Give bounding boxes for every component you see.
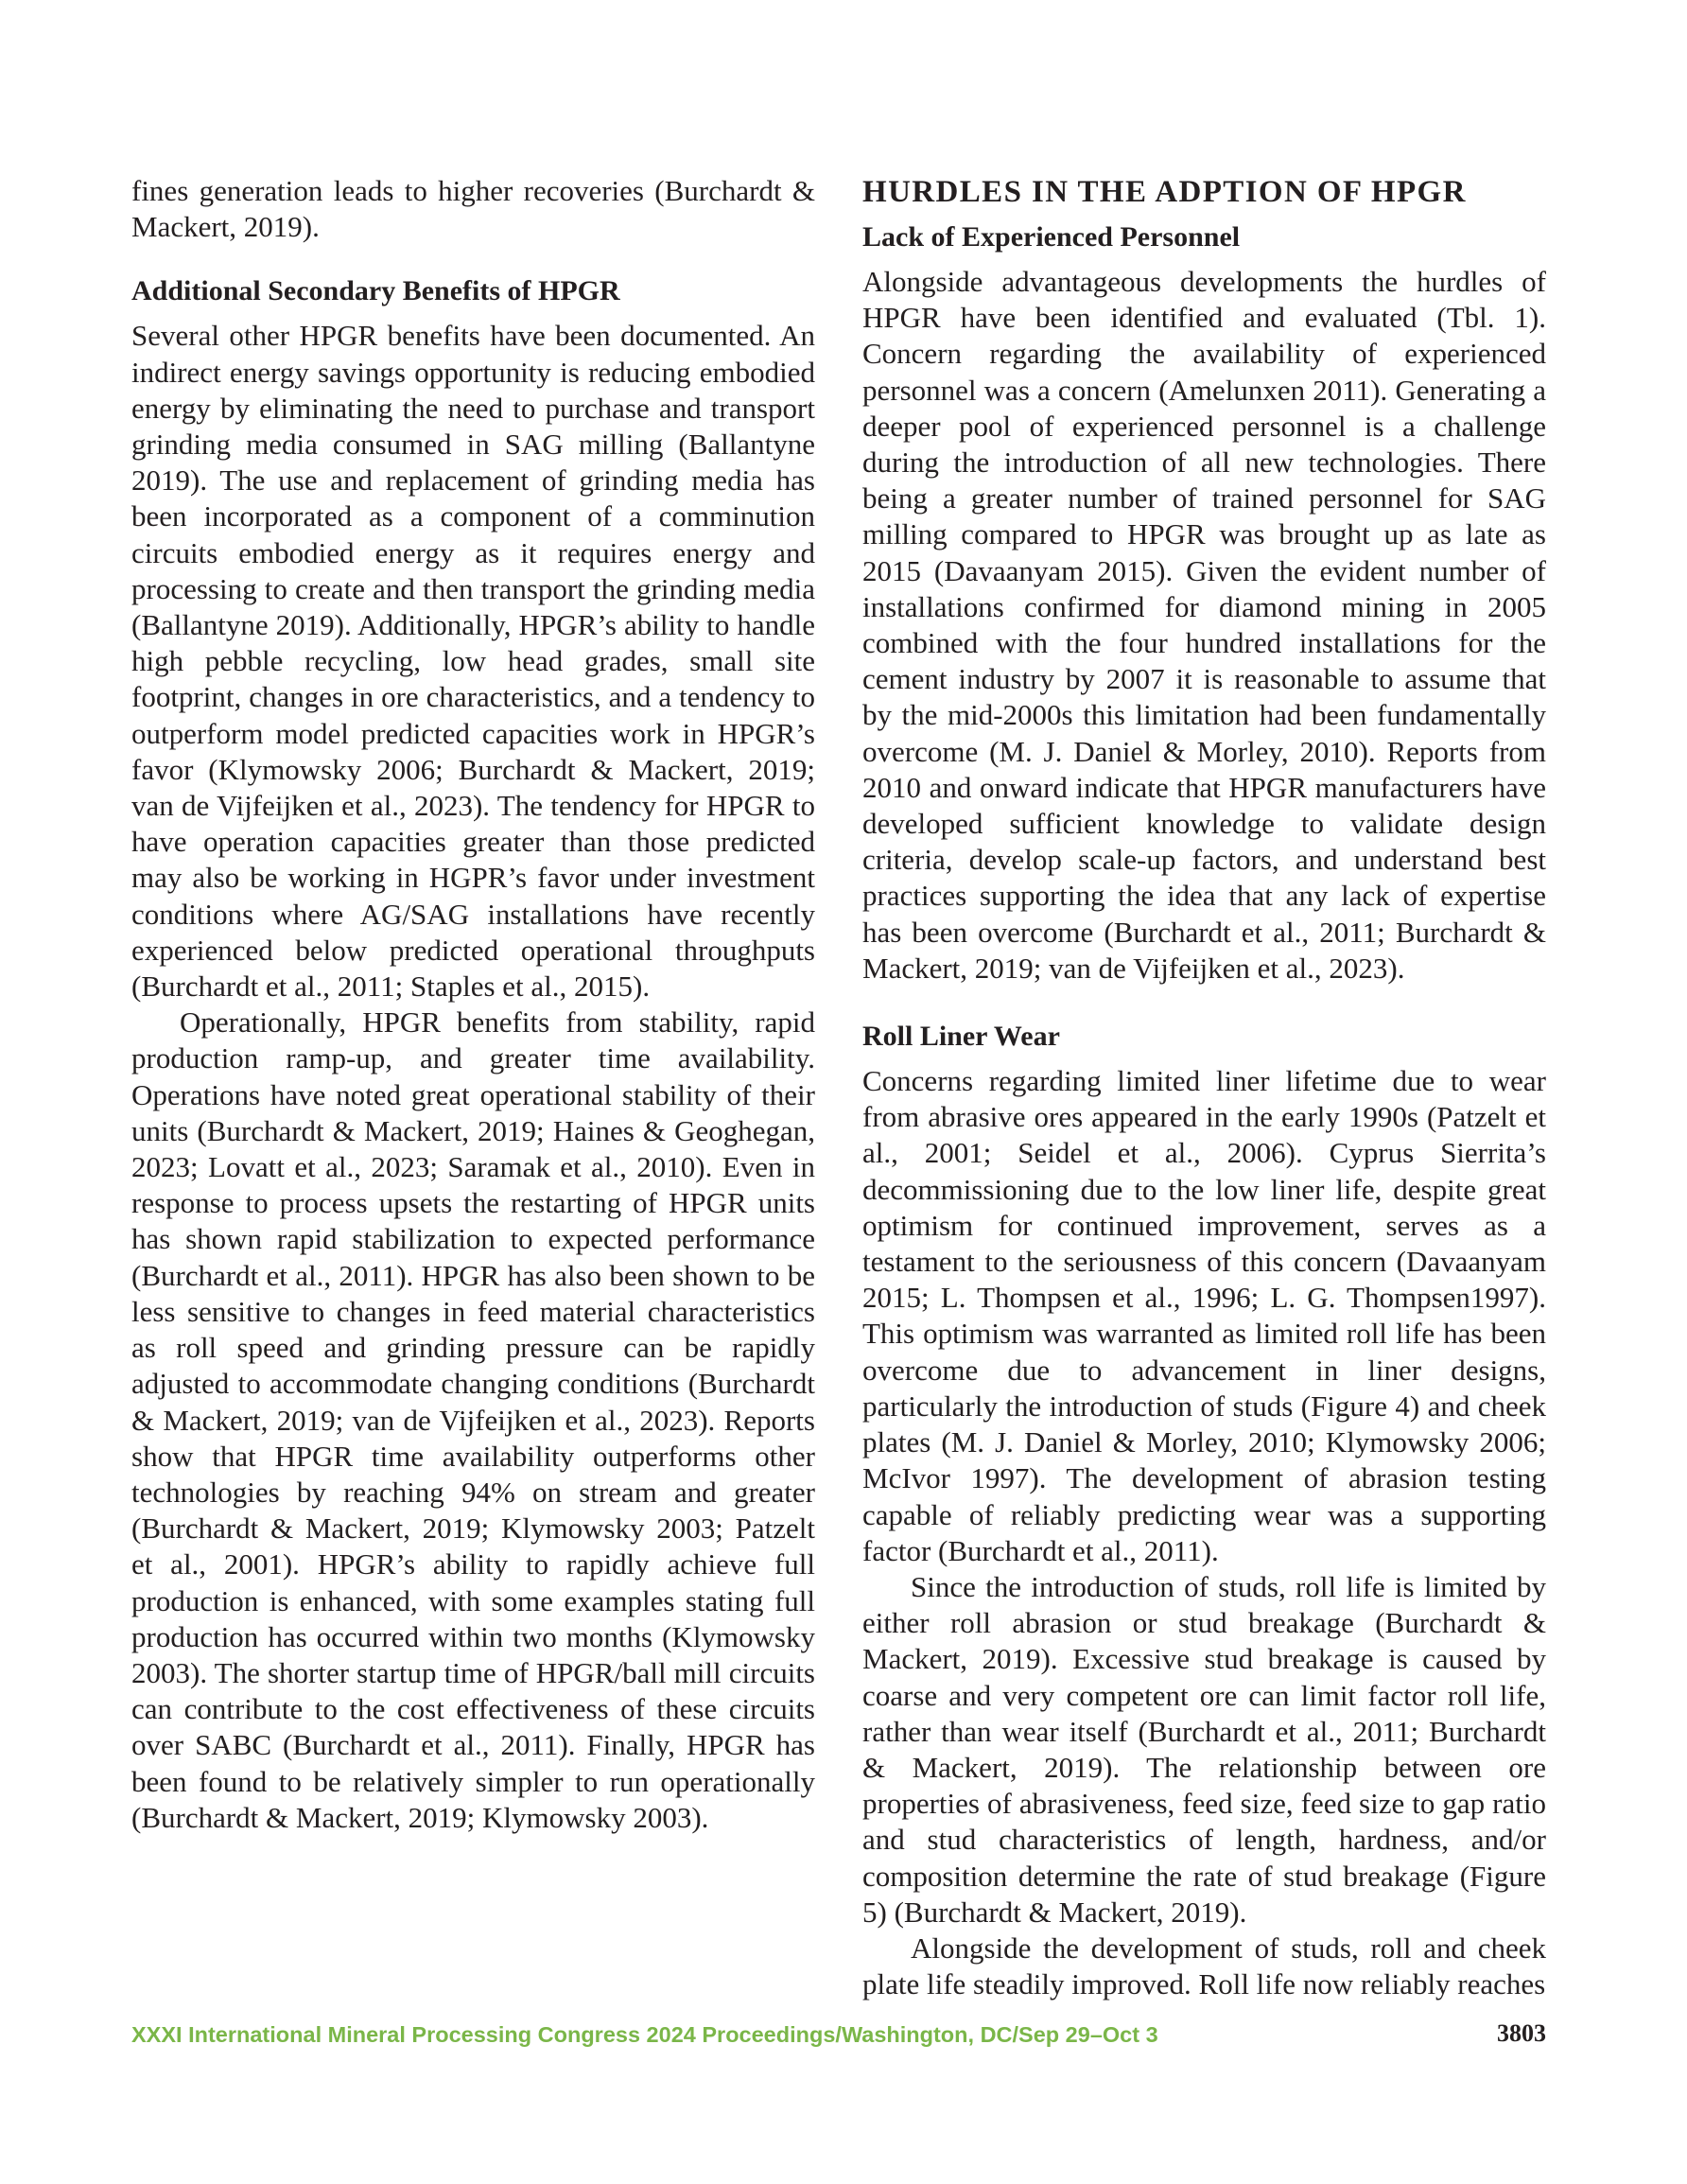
continuation-paragraph: fines generation leads to higher recoveries (Burchardt & Mackert, 2019). — [131, 174, 815, 244]
body-paragraph: Since the introduction of studs, roll life is limited by either roll abrasion or stud breakage (Burchardt & Mackert, 2019). Excessive stud breakage is caused by coarse and very competent ore can limit factor roll life, rather than wear itself (Burchardt et al., 2011; Burchardt & Mackert, 2019). The relationship between ore properties of abrasiveness, feed size, feed size to gap ratio and stud characteristics of length, hardness, and/or composition determine the rate of stud breakage (Figure 5) (Burchardt & Mackert, 2019). — [862, 1569, 1546, 1929]
body-paragraph: Several other HPGR benefits have been documented. An indirect energy savings opportunity is reducing embodied energy by eliminating the need to purchase and transport grinding media consumed in SAG milling (Ballantyne 2019). The use and replacement of grinding media has been incorporated as a component of a comminution circuits embodied energy as it requires energy and processing to create and then transport the grinding media (Ballantyne 2019). Additionally, HPGR’s ability to handle high pebble recycling, low head grades, small site footprint, changes in ore characteristics, and a tendency to outperform model predicted capacities work in HPGR’s favor (Klymowsky 2006; Burchardt & Mackert, 2019; van de Vijfeijken et al., 2023). The tendency for HPGR to have operation capacities greater than those predicted may also be working in HGPR’s favor under investment conditions where AG/SAG installations have recently experienced below predicted operational throughputs (Burchardt et al., 2011; Staples et al., 2015). — [131, 319, 815, 1004]
left-column — [131, 173, 815, 1836]
body-paragraph: Concerns regarding limited liner lifetime due to wear from abrasive ores appeared in the early 1990s (Patzelt et al., 2001; Seidel et al., 2006). Cyprus Sierrita’s decommissioning due to the low liner life, despite great optimism for continued improvement, serves as a testament to the seriousness of this concern (Davaanyam 2015; L. Thompsen et al., 1996; L. G. Thompsen1997). This optimism was warranted as limited roll life has been overcome due to advancement in liner designs, particularly the introduction of studs (Figure 4) and cheek plates (M. J. Daniel & Morley, 2010; Klymowsky 2006; McIvor 1997). The development of abrasion testing capable of reliably predicting wear was a supporting factor (Burchardt et al., 2011). — [862, 1064, 1546, 1567]
body-paragraph: Operationally, HPGR benefits from stability, rapid production ramp-up, and greater time availability. Operations have noted great operational stability of their units (Burchardt & Mackert, 2019; Haines & Geoghegan, 2023; Lovatt et al., 2023; Saramak et al., 2010). Even in response to process upsets the restarting of HPGR units has shown rapid stabilization to expected performance (Burchardt et al., 2011). HPGR has also been shown to be less sensitive to changes in feed material characteristics as roll speed and grinding pressure can be rapidly adjusted to accommodate changing conditions (Burchardt & Mackert, 2019; van de Vijfeijken et al., 2023). Reports show that HPGR time availability outperforms other technologies by reaching 94% on stream and greater (Burchardt & Mackert, 2019; Klymowsky 2003; Patzelt et al., 2001). HPGR’s ability to rapidly achieve full production is enhanced, with some examples stating full production has occurred within two months (Klymowsky 2003). The shorter startup time of HPGR/ball mill circuits can contribute to the cost effectiveness of these circuits over SABC (Burchardt et al., 2011). Finally, HPGR has been found to be relatively simpler to run operationally (Burchardt & Mackert, 2019; Klymowsky 2003). — [131, 1005, 815, 1834]
body-paragraph: Alongside the development of studs, roll and cheek plate life steadily improved. Roll life now reliably reaches — [862, 1931, 1546, 2001]
section-title-hurdles: HURDLES IN THE ADPTION OF HPGR — [862, 175, 1467, 209]
right-column — [862, 173, 1546, 2002]
page-number: 3803 — [1497, 2019, 1546, 2047]
footer-conference-title: XXXI International Mineral Processing Congress 2024 Proceedings/Washington, DC/Sep 29–Oct 3 — [131, 2022, 1158, 2047]
subsection-title-secondary-benefits: Additional Secondary Benefits of HPGR — [131, 275, 620, 307]
subsection-title-roll-liner-wear: Roll Liner Wear — [862, 1021, 1060, 1053]
page-footer — [131, 2019, 1546, 2060]
subsection-title-personnel: Lack of Experienced Personnel — [862, 221, 1241, 253]
body-paragraph: Alongside advantageous developments the hurdles of HPGR have been identified and evaluated (Tbl. 1). Concern regarding the availability of experienced personnel was a concern (Amelunxen 2011). Generating a deeper pool of experienced personnel is a challenge during the introduction of all new technologies. There being a greater number of trained personnel for SAG milling compared to HPGR was brought up as late as 2015 (Davaanyam 2015). Given the evident number of installations confirmed for diamond mining in 2005 combined with the four hundred installations for the cement industry by 2007 it is reasonable to assume that by the mid-2000s this limitation had been fundamentally overcome (M. J. Daniel & Morley, 2010). Reports from 2010 and onward indicate that HPGR manufacturers have developed sufficient knowledge to validate design criteria, develop scale-up factors, and understand best practices supporting the idea that any lack of expertise has been overcome (Burchardt et al., 2011; Burchardt & Mackert, 2019; van de Vijfeijken et al., 2023). — [862, 265, 1546, 985]
